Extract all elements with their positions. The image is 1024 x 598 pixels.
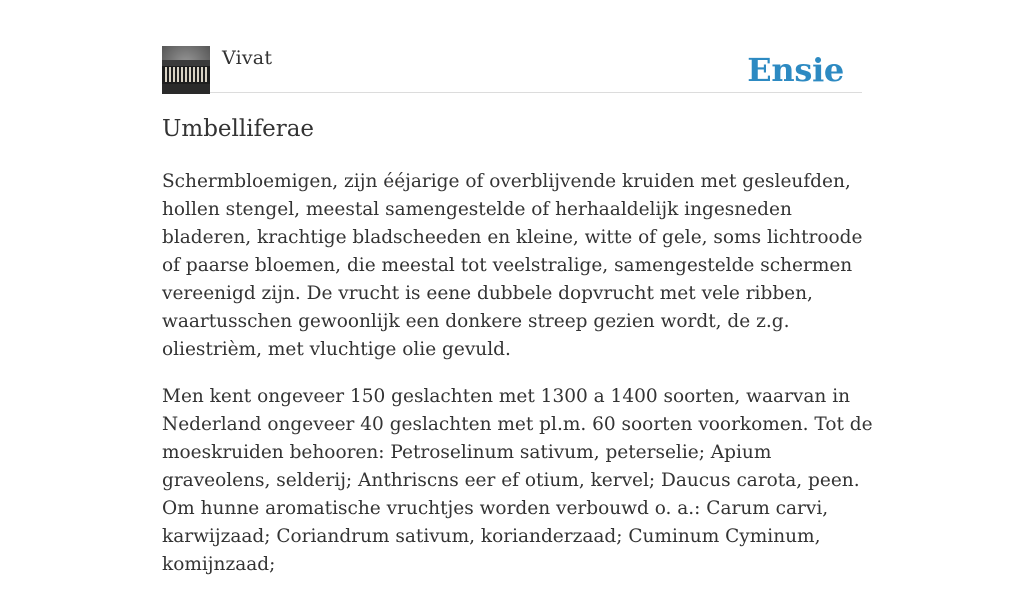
header <box>162 46 862 93</box>
typewriter-avatar-icon <box>162 46 210 94</box>
paragraph: Schermbloemigen, zijn ééjarige of overblijvende kruiden met gesleufden, hollen stengel, meestal samengestelde of herhaaldelijk ingesneden bladeren, krachtige bladscheeden en kleine, witte of gele, soms lichtroode of paarse bloemen, die meestal tot veelstralige, samengestelde schermen vereenigd zijn. De vrucht is eene dubbele dopvrucht met vele ribben, waartusschen gewoonlijk een donkere streep gezien wordt, de z.g. oliestrièm, met vluchtige olie gevuld. <box>162 171 863 360</box>
entry-body <box>162 168 874 598</box>
author-avatar[interactable] <box>162 46 210 94</box>
paragraph: Men kent ongeveer 150 geslachten met 1300 a 1400 soorten, waarvan in Nederland ongeveer 40 geslachten met pl.m. 60 soorten voorkomen. Tot de moeskruiden behooren: Petroselinum sativum, peterselie; Apium graveolens, selderij; Anthriscns eer ef otium, kervel; Daucus carota, peen. Om hunne aromatische vruchtjes worden verbouwd o. a.: Carum carvi, karwijzaad; Coriandrum sativum, korianderzaad; Cuminum Cyminum, komijnzaad; <box>162 386 873 575</box>
brand-logo[interactable]: Ensie <box>747 51 844 89</box>
author-name[interactable]: Vivat <box>222 47 273 69</box>
entry-title: Umbelliferae <box>162 116 315 142</box>
